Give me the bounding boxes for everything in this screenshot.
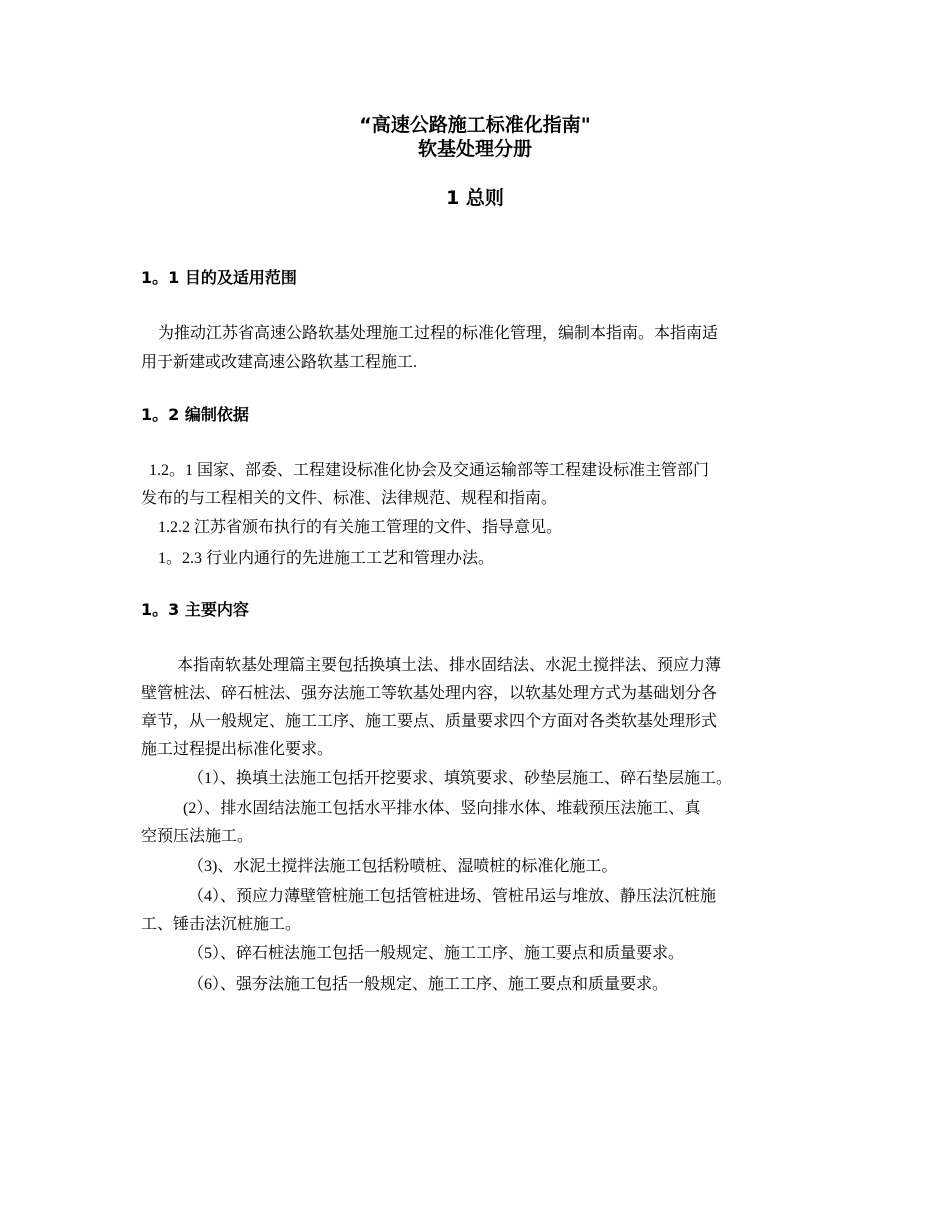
document-title: “高速公路施工标准化指南" xyxy=(359,114,591,136)
paragraph-line: 用于新建或改建高速公路软基工程施工. xyxy=(141,354,418,371)
list-item: （4）、预应力薄壁管桩施工包括管桩进场、管桩吊运与堆放、静压法沉桩施 xyxy=(188,888,717,905)
paragraph-line: 1.2.2 江苏省颁布执行的有关施工管理的文件、指导意见。 xyxy=(158,519,563,536)
paragraph-line: 壁管桩法、碎石桩法、强夯法施工等软基处理内容，以软基处理方式为基础划分各 xyxy=(141,685,718,702)
list-item: （1）、换填土法施工包括开挖要求、填筑要求、砂垫层施工、碎石垫层施工。 xyxy=(188,770,733,787)
list-item: （5）、碎石桩法施工包括一般规定、施工工序、施工要点和质量要求。 xyxy=(188,945,685,962)
paragraph-line: 1.2。1 国家、部委、工程建设标准化协会及交通运输部等工程建设标准主管部门 xyxy=(149,462,710,479)
section-heading-1-1: 1。1 目的及适用范围 xyxy=(141,268,297,287)
section-heading-1-3: 1。3 主要内容 xyxy=(141,600,249,619)
paragraph-line: 本指南软基处理篇主要包括换填土法、排水固结法、水泥土搅拌法、预应力薄 xyxy=(177,657,722,674)
list-item-continuation: 工、锤击法沉桩施工。 xyxy=(141,916,302,933)
paragraph-line: 为推动江苏省高速公路软基处理施工过程的标准化管理，编制本指南。本指南适 xyxy=(158,325,719,342)
paragraph-line: 章节，从一般规定、施工工序、施工要点、质量要求四个方面对各类软基处理形式 xyxy=(141,713,718,730)
list-item: （3)、水泥土搅拌法施工包括粉喷桩、湿喷桩的标准化施工。 xyxy=(188,858,618,875)
paragraph-line: 发布的与工程相关的文件、标准、法律规范、规程和指南。 xyxy=(141,490,558,507)
chapter-title: 1 总则 xyxy=(446,187,504,209)
list-item-continuation: 空预压法施工。 xyxy=(141,828,254,845)
paragraph-line: 施工过程提出标准化要求。 xyxy=(141,741,334,758)
list-item: (2）、排水固结法施工包括水平排水体、竖向排水体、堆载预压法施工、真 xyxy=(183,800,701,817)
list-item: （6）、强夯法施工包括一般规定、施工工序、施工要点和质量要求。 xyxy=(188,976,669,993)
section-heading-1-2: 1。2 编制依据 xyxy=(141,405,249,424)
document-subtitle: 软基处理分册 xyxy=(417,138,532,160)
paragraph-line: 1。2.3 行业内通行的先进施工工艺和管理办法。 xyxy=(158,550,495,567)
